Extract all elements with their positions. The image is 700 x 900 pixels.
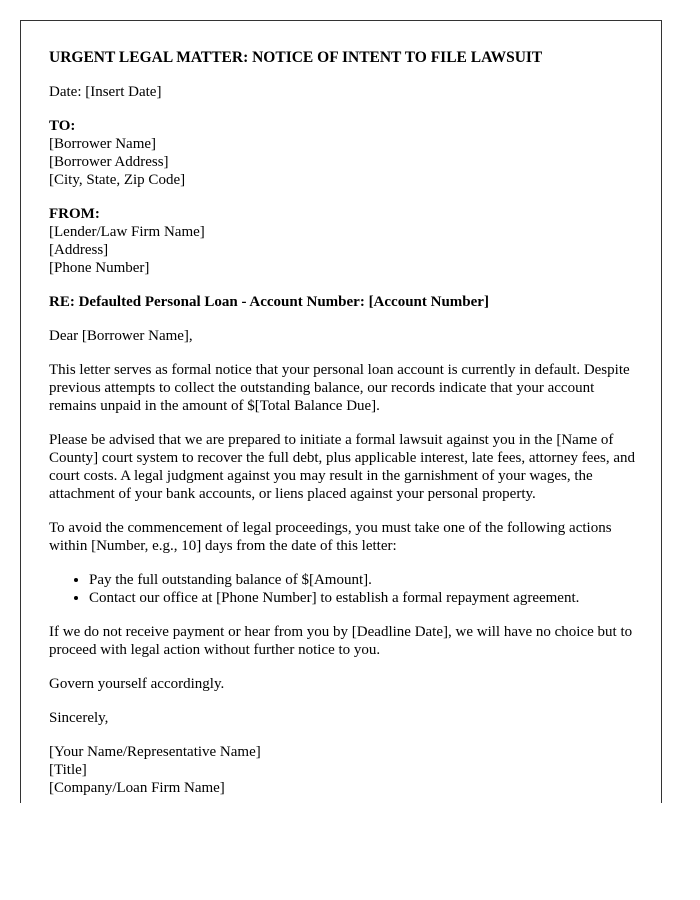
to-block <box>49 117 639 189</box>
from-line: [Address] <box>49 242 109 258</box>
closing-paragraph: If we do not receive payment or hear from you by [Deadline Date], we will have no choice but to proceed with legal action without further notice to you. <box>49 624 633 658</box>
paragraph: To avoid the commencement of legal proceedings, you must take one of the following actions within [Number, e.g., 10] days from the date of this letter: <box>49 520 612 554</box>
govern-line: Govern yourself accordingly. <box>49 676 225 692</box>
signature-company: [Company/Loan Firm Name] <box>49 780 225 796</box>
letter-date: Date: [Insert Date] <box>49 84 162 100</box>
from-line: [Phone Number] <box>49 260 150 276</box>
paragraph: Please be advised that we are prepared to initiate a formal lawsuit against you in the [Name of County] court system to recover the full debt, plus applicable interest, late fees, attorney fees, and court costs. A legal judgment against you may result in the garnishment of your wages, the attachment of your bank accounts, or liens placed against your personal property. <box>49 432 636 502</box>
action-item: • Contact our office at [Phone Number] to establish a formal repayment agreement. <box>89 589 639 607</box>
signoff: Sincerely, <box>49 710 109 726</box>
signature-block <box>49 743 639 797</box>
to-label: TO: <box>49 118 76 134</box>
re-line: RE: Defaulted Personal Loan - Account Number: [Account Number] <box>49 294 489 310</box>
letter-page <box>20 20 662 803</box>
letter-title: URGENT LEGAL MATTER: NOTICE OF INTENT TO FILE LAWSUIT <box>49 49 543 66</box>
paragraph: This letter serves as formal notice that your personal loan account is currently in default. Despite previous attempts to collect the outstanding balance, our records indicate that your account remains unpaid in the amount of $[Total Balance Due]. <box>49 362 630 414</box>
to-line: [City, State, Zip Code] <box>49 172 186 188</box>
signature-name: [Your Name/Representative Name] <box>49 744 261 760</box>
from-line: [Lender/Law Firm Name] <box>49 224 205 240</box>
signature-title: [Title] <box>49 762 87 778</box>
salutation: Dear [Borrower Name], <box>49 328 193 344</box>
letter-body <box>49 21 639 797</box>
from-label: FROM: <box>49 206 100 222</box>
from-block <box>49 205 639 277</box>
to-line: [Borrower Address] <box>49 154 169 170</box>
to-line: [Borrower Name] <box>49 136 157 152</box>
action-list <box>49 571 639 607</box>
action-item: • Pay the full outstanding balance of $[Amount]. <box>89 571 639 589</box>
